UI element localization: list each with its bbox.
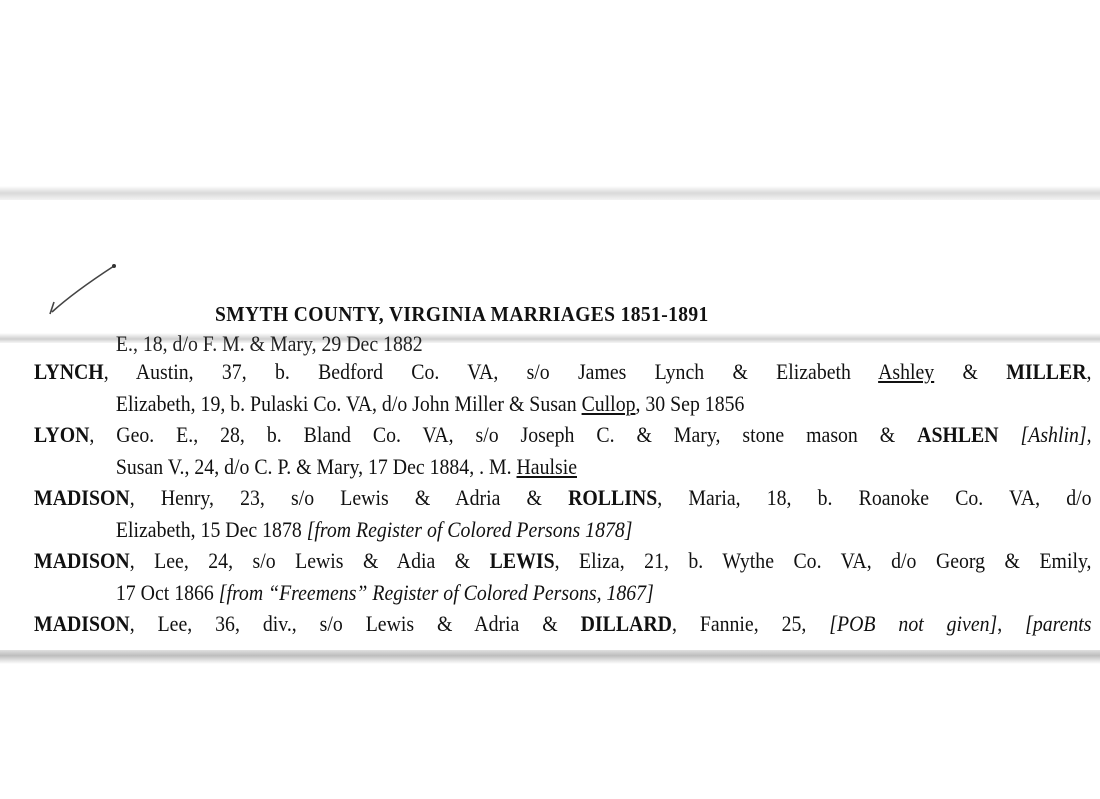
surname: MADISON [34,548,130,573]
entry-text: , Eliza, 21, b. Wythe Co. VA, d/o Georg & Emily, [554,548,1092,573]
entry-text: , [1086,359,1092,384]
surname: DILLARD [580,611,672,636]
entry-text: Elizabeth, 15 Dec 1878 [115,516,307,542]
entry-text: [parents [1025,611,1092,636]
entry-line [34,356,1092,388]
entry-line [34,577,986,609]
surname: LYNCH [34,359,104,384]
marriage-entries [34,334,1092,640]
surname: MADISON [34,611,130,636]
entry-text: Cullop [581,390,636,416]
entry-text: Susan V., 24, d/o C. P. & Mary, 17 Dec 1884, . M. [115,453,517,479]
entry-line [34,334,986,356]
entry-text: , [997,611,1026,636]
entry-text: [Ashlin] [1020,422,1087,447]
entry-line [34,451,986,483]
paper-fold [0,186,1100,200]
paper-fold [0,650,1100,664]
page-title: SMYTH COUNTY, VIRGINIA MARRIAGES 1851-1891 [215,302,709,326]
entry-line [34,545,1092,577]
entry-text: [POB not given] [829,611,998,636]
entry-text: Elizabeth, 19, b. Pulaski Co. VA, d/o John Miller & Susan [115,390,582,416]
entry-text: , Austin, 37, b. Bedford Co. VA, s/o James Lynch & Elizabeth [103,359,879,384]
entry-text: Haulsie [516,453,577,479]
entry-text: , 30 Sep 1856 [635,390,745,416]
entry-line [34,388,986,420]
surname: LEWIS [489,548,555,573]
entry-text: , Maria, 18, b. Roanoke Co. VA, d/o [657,485,1092,510]
entry-text: , Lee, 24, s/o Lewis & Adia & [129,548,490,573]
entry-text: , Fannie, 25, [671,611,830,636]
surname: LYON [34,422,90,447]
entry-text: , [1086,422,1092,447]
surname: ROLLINS [568,485,658,510]
entry-line [34,514,986,546]
entry-line [34,608,1092,640]
entry-text: [from “Freemens” Register of Colored Persons, 1867] [218,579,654,605]
entry-text: , Lee, 36, div., s/o Lewis & Adria & [129,611,581,636]
entry-text: 17 Oct 1866 [115,579,219,605]
entry-text: , Geo. E., 28, b. Bland Co. VA, s/o Joseph C. & Mary, stone mason & [89,422,918,447]
entry-text: , Henry, 23, s/o Lewis & Adria & [129,485,569,510]
entry-line [34,419,1092,451]
entry-text: & [934,359,1007,384]
surname: MILLER [1006,359,1087,384]
entry-text: E., 18, d/o F. M. & Mary, 29 Dec 1882 [115,334,423,356]
entry-line [34,482,1092,514]
entry-text: Ashley [878,359,935,384]
surname: MADISON [34,485,130,510]
handwritten-check-mark-icon [44,262,124,322]
surname: ASHLEN [917,422,999,447]
entry-text [999,422,1021,447]
entry-text: [from Register of Colored Persons 1878] [306,516,633,542]
